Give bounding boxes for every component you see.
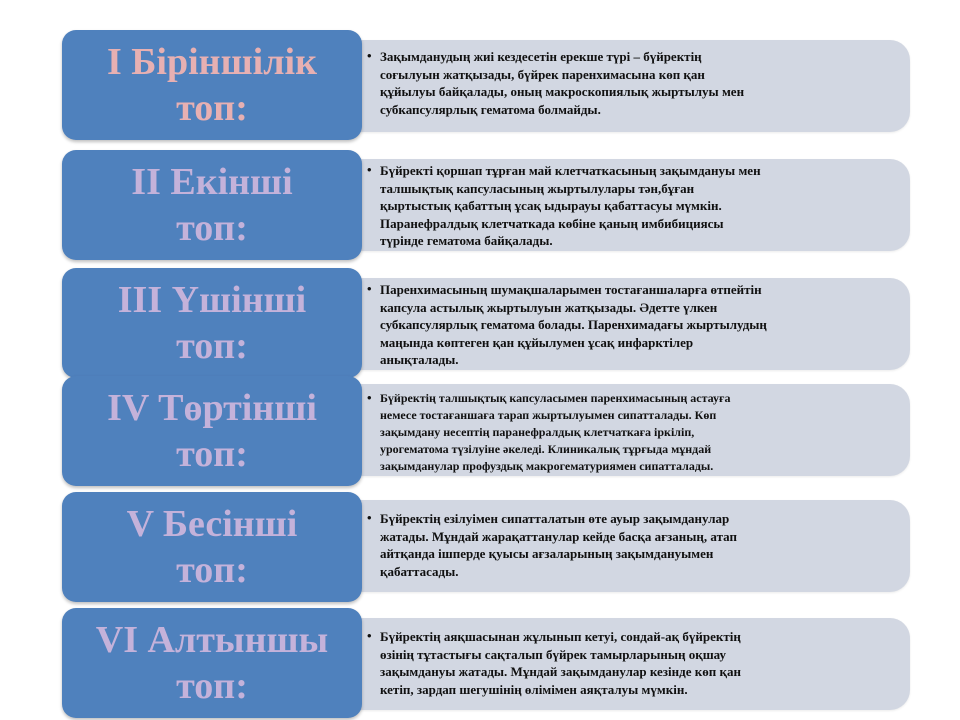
group-description-box (300, 278, 910, 370)
group-description (367, 510, 900, 580)
group-subtitle: топ: (176, 207, 248, 249)
group-subtitle: топ: (176, 433, 248, 475)
group-description (367, 390, 900, 475)
bullet-marker: • (367, 48, 372, 63)
description-line: немесе тостағаншаға тарап жыртылуымен сипатталады. Көп (380, 408, 717, 422)
group-description-box (300, 384, 910, 476)
description-line: зақымданулар профуздық макрогематуриямен сипатталады. (380, 459, 714, 473)
group-description (367, 48, 900, 118)
group-label (62, 376, 362, 486)
description-line: кетіп, зардап шегушінің өлімімен аяқталуы мүмкін. (380, 681, 688, 697)
description-line: құйылуы байқалады, оның макроскопиялық жыртылуы мен (380, 84, 745, 99)
group-description (367, 162, 900, 250)
bullet-marker: • (367, 281, 372, 296)
group-title: II Екінші (131, 161, 293, 203)
group-title: IV Төртінші (107, 387, 317, 429)
group-subtitle: топ: (176, 549, 248, 591)
description-line: капсула астылық жыртылуын жатқызады. Әдетте үлкен (380, 299, 718, 315)
description-line: Бүйректің езілуімен сипатталатын өте ауыр зақымданулар (380, 511, 730, 526)
description-line: Зақымданудың жиі кездесетін ерекше түрі – бүйректің (380, 49, 702, 64)
group-title: VI Алтыншы (95, 619, 329, 661)
description-line: қабаттасады. (380, 563, 459, 579)
bullet-marker: • (367, 390, 372, 405)
bullet-marker: • (367, 628, 372, 643)
description-line: субкапсулярлық гематома болады. Паренхимадағы жыртылудың (380, 317, 767, 332)
description-line: айтқанда ішперде қуысы ағзаларының зақымдануымен (380, 546, 714, 561)
description-line: талшықтық капсуласының жыртылулары тән,бұған (380, 180, 695, 196)
description-line: Паранефралдық клетчаткада көбіне қаның имбибициясы (380, 215, 724, 231)
description-line: Бүйректі қоршап тұрған май клетчаткасының зақымдануы мен (380, 163, 761, 178)
group-title: I Біріншілік (107, 41, 317, 83)
description-line: Паренхимасының шумақшаларымен тостағаншаларға өтпейтін (380, 282, 762, 297)
description-line: жатады. Мұндай жарақаттанулар кейде басқа ағзаның, атап (380, 528, 737, 544)
description-line: зақымдануы жатады. Мұндай зақымданулар кезінде көп қан (380, 664, 741, 679)
description-line: түрінде гематома байқалады. (380, 233, 553, 248)
group-label (62, 30, 362, 140)
description-line: анықталады. (380, 352, 459, 367)
group-subtitle: топ: (176, 325, 248, 367)
description-line: зақымдану несептің паранефралдық клетчаткаға іркіліп, (380, 425, 695, 439)
bullet-marker: • (367, 510, 372, 525)
description-line: соғылуын жатқызады, бүйрек паренхимасына көп қан (380, 66, 705, 82)
group-description-box (300, 40, 910, 132)
group-description (367, 281, 900, 369)
description-line: қыртыстық қабаттың ұсақ ыдырауы қабаттасуы мүмкін. (380, 198, 722, 213)
group-title: V Бесінші (126, 503, 298, 545)
group-description (367, 628, 900, 698)
description-line: Бүйректің аяқшасынан жұлынып кетуі, сондай-ақ бүйректің (380, 629, 741, 644)
group-label (62, 268, 362, 378)
group-description-box (300, 618, 910, 710)
description-line: урогематома түзілуіне әкеледі. Клиникалық тұрғыда мұндай (380, 442, 712, 456)
group-description-box (300, 500, 910, 592)
bullet-marker: • (367, 162, 372, 177)
group-subtitle: топ: (176, 665, 248, 707)
group-title: III Үшінші (117, 279, 307, 321)
group-label (62, 608, 362, 718)
group-label (62, 150, 362, 260)
description-line: өзінің тұтастығы сақталып бүйрек тамырларының оқшау (380, 646, 727, 662)
group-label (62, 492, 362, 602)
description-line: Бүйректің талшықтық капсуласымен паренхимасының астауға (380, 391, 731, 405)
group-description-box (300, 159, 910, 251)
description-line: субкапсулярлық гематома болмайды. (380, 101, 601, 117)
group-subtitle: топ: (176, 87, 248, 129)
description-line: маңында көптеген қан құйылумен ұсақ инфарктілер (380, 334, 694, 350)
